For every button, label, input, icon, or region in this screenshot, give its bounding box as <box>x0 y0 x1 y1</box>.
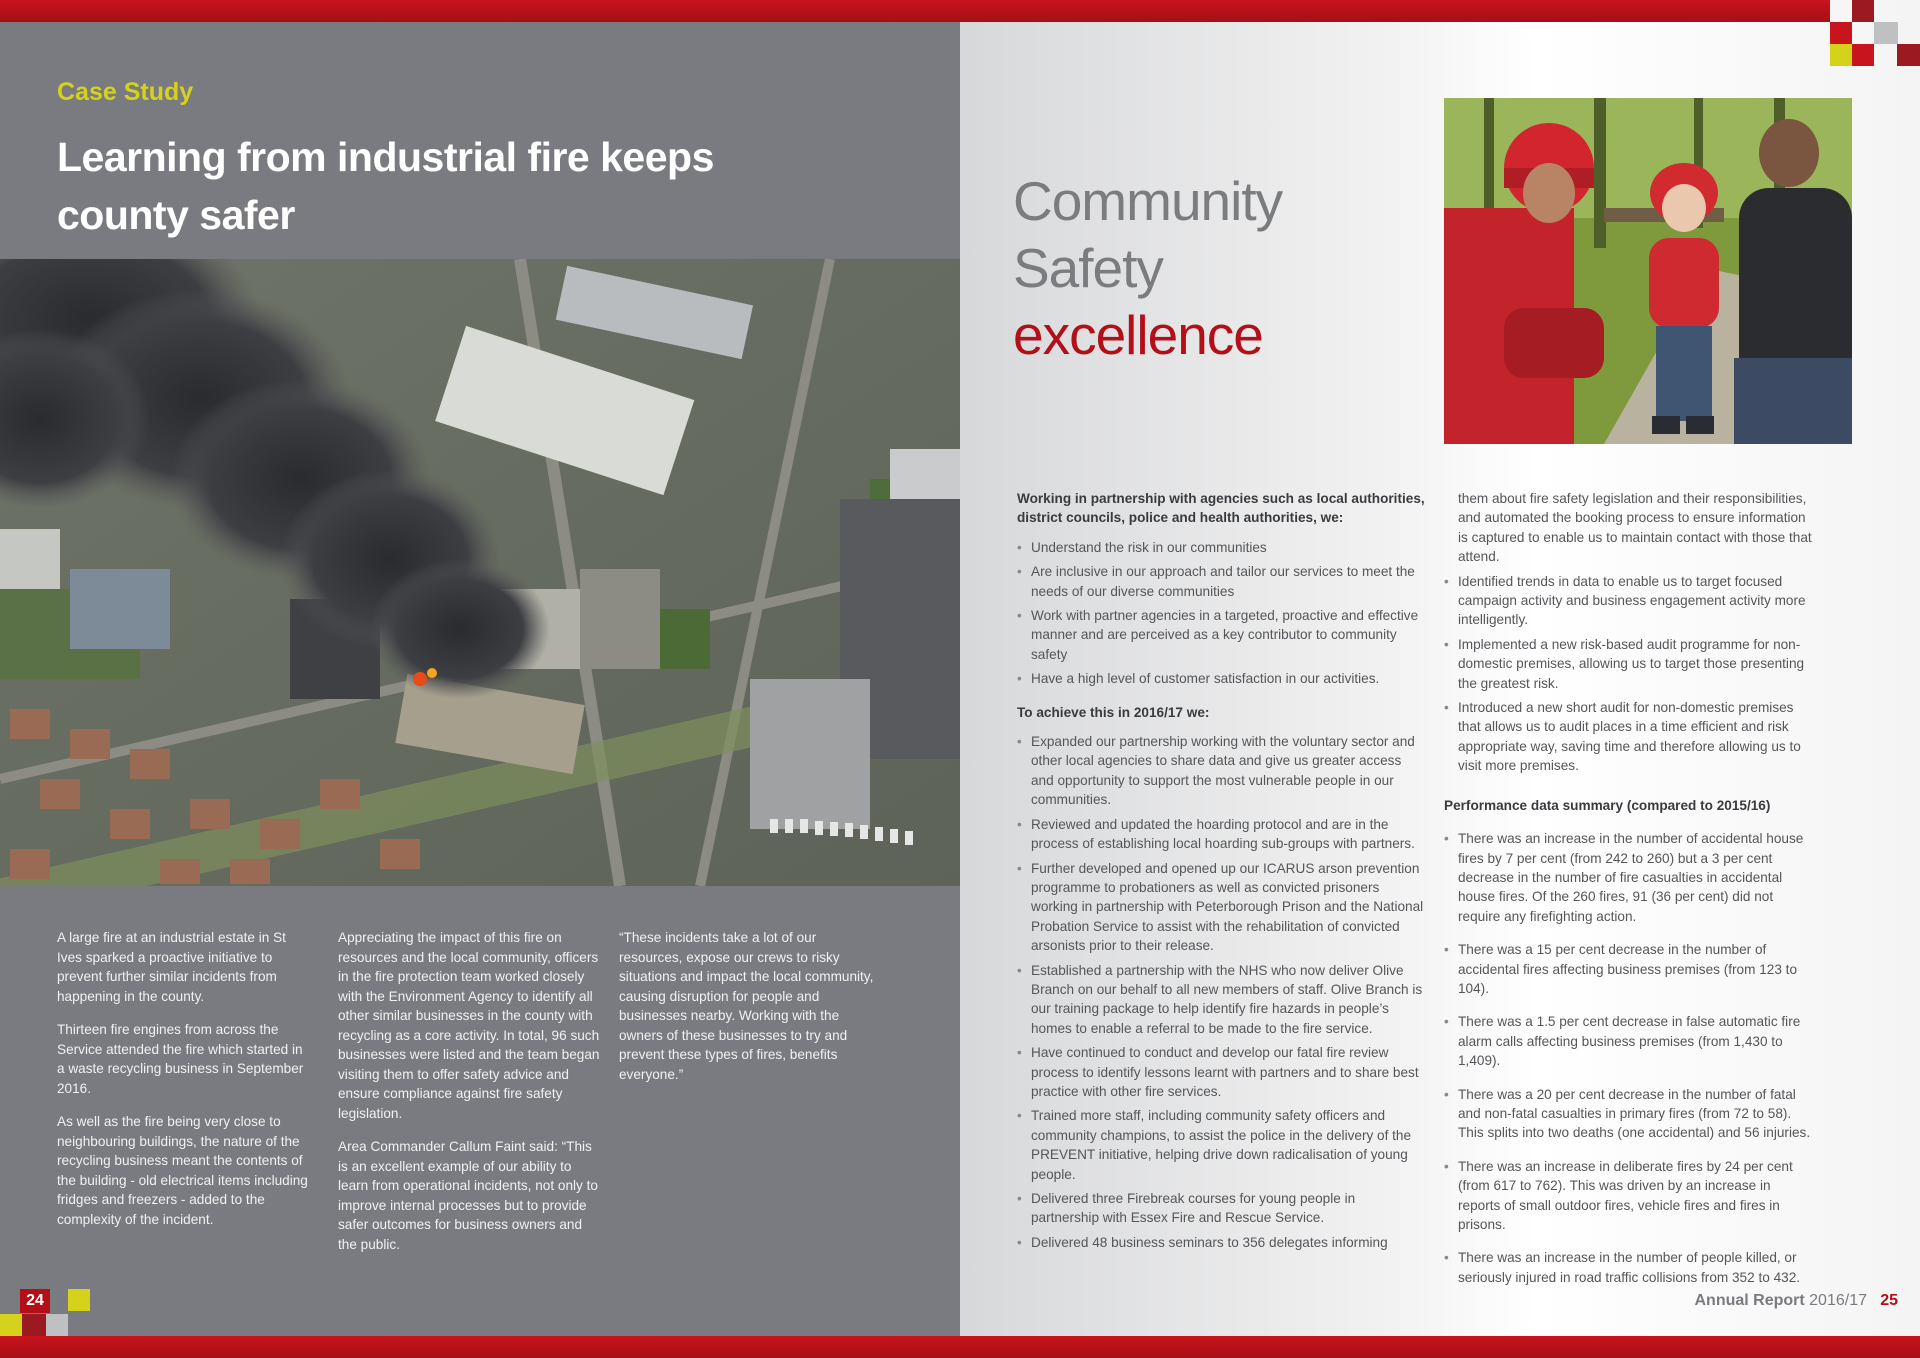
performance-heading: Performance data summary (compared to 2015/16) <box>1444 797 1771 813</box>
list-item: • Are inclusive in our approach and tailor our services to meet the needs of our diverse communities <box>1017 562 1425 601</box>
case-study-label: Case Study <box>57 78 194 106</box>
list-item: • Have a high level of customer satisfaction in our activities. <box>1017 669 1425 688</box>
list-item: • Identified trends in data to enable us to target focused campaign activity and business engagement activity more intelligently. <box>1444 572 1812 630</box>
list-item: • There was a 1.5 per cent decrease in false automatic fire alarm calls affecting business premises (from 1,430 to 1,409). <box>1444 1012 1812 1070</box>
list-item: • There was an increase in the number of accidental house fires by 7 per cent (from 242 to 260) but a 3 per cent decrease in the number of fire casualties in accidental house fires. Of the 260 fires, 91 (36 per cent) did not require any firefighting action. <box>1444 829 1812 926</box>
col1-paragraph-2: Thirteen fire engines from across the Service attended the fire which started in a waste recycling business in September 2016. <box>57 1022 304 1096</box>
decor-square <box>1830 44 1852 66</box>
decor-square <box>22 1314 46 1336</box>
industrial-fire-image <box>0 259 960 886</box>
list-item: • There was an increase in deliberate fires by 24 per cent (from 617 to 762). This was driven by an increase in reports of small outdoor fires, vehicle fires and fires in prisons. <box>1444 1157 1812 1235</box>
list-item: • There was a 15 per cent decrease in the number of accidental fires affecting business premises (from 123 to 104). <box>1444 940 1812 998</box>
bottom-bar-right <box>960 1336 1920 1358</box>
list-item: • Implemented a new risk-based audit programme for non-domestic premises, allowing us to target those presenting the greatest risk. <box>1444 635 1812 693</box>
industrial-fire-photo <box>0 259 960 886</box>
list-item: • Work with partner agencies in a targeted, proactive and effective manner and are perceived as a key contributor to community safety <box>1017 606 1425 664</box>
firefighter-family-image <box>1444 98 1852 444</box>
case-study-column-2 <box>338 928 600 1268</box>
list-item: • Reviewed and updated the hoarding protocol and are in the process of establishing local hoarding sub-groups with partners. <box>1017 815 1425 854</box>
community-column-1 <box>1017 489 1425 1266</box>
report-year: 2016/17 <box>1809 1292 1867 1309</box>
list-item: • Established a partnership with the NHS who now deliver Olive Branch on our behalf to all new members of staff. Olive Branch is our training package to help identify fire hazards in people’s homes to enable a referral to be made to the fire service. <box>1017 961 1425 1039</box>
continued-text: them about fire safety legislation and their responsibilities, and automated the booking process to ensure information is captured to enable us to maintain contact with those that attend. <box>1458 491 1812 565</box>
heading-line3: excellence <box>1013 304 1263 366</box>
heading-line1: Community <box>1013 170 1283 232</box>
page-number-right: 25 <box>1880 1292 1898 1309</box>
col1-paragraph-1: A large fire at an industrial estate in St Ives sparked a proactive initiative to prevent further similar incidents from happening in the county. <box>57 930 286 1004</box>
decor-square <box>68 1289 90 1311</box>
list-item: • Delivered 48 business seminars to 356 delegates informing <box>1017 1233 1425 1252</box>
bottom-bar-left <box>0 1336 960 1358</box>
list-item: • There was an increase in the number of people killed, or seriously injured in road traffic collisions from 352 to 432. <box>1444 1248 1812 1287</box>
heading-line2: Safety <box>1013 237 1163 299</box>
decor-square <box>1830 22 1852 44</box>
decor-square <box>1852 44 1874 66</box>
list-item: • Have continued to conduct and develop our fatal fire review process to identify lessons learnt with partners and to share best practice with other fire services. <box>1017 1043 1425 1101</box>
col2-paragraph-1: Appreciating the impact of this fire on resources and the local community, officers in the fire protection team worked closely with the Environment Agency to identify all other similar businesses in the county with recycling as a core activity. In total, 96 such businesses were listed and the team began visiting them to offer safety advice and ensure compliance against fire safety legislation. <box>338 930 600 1121</box>
performance-list <box>1444 829 1812 1287</box>
col2-paragraph-2: Area Commander Callum Faint said: “This is an excellent example of our ability to learn from operational incidents, not only to improve internal processes but to provide safer outcomes for business owners and the public. <box>338 1139 598 1252</box>
achieve-heading: To achieve this in 2016/17 we: <box>1017 704 1210 720</box>
list-item: • There was a 20 per cent decrease in the number of fatal and non-fatal casualties in primary fires (from 72 to 58). This splits into two deaths (one accidental) and 56 injuries. <box>1444 1085 1812 1143</box>
decor-square <box>0 1314 22 1336</box>
decor-square <box>46 1314 68 1336</box>
decor-square <box>1852 0 1874 22</box>
achieve-list <box>1017 732 1425 1252</box>
top-bar-right <box>960 0 1830 22</box>
firefighter-family-photo <box>1444 98 1852 444</box>
list-item: • Delivered three Firebreak courses for young people in partnership with Essex Fire and Rescue Service. <box>1017 1189 1425 1228</box>
report-label: Annual Report <box>1694 1292 1805 1309</box>
list-item: • Introduced a new short audit for non-domestic premises that allows us to audit places in a time efficient and risk appropriate way, saving time and therefore allowing us to visit more premises. <box>1444 698 1812 776</box>
intro-text: Working in partnership with agencies such as local authorities, district councils, police and health authorities, we: <box>1017 491 1425 526</box>
top-bar-left <box>0 0 960 22</box>
annual-report-label <box>1694 1292 1867 1310</box>
list-item: • Trained more staff, including community safety officers and community champions, to assist the police in the delivery of the PREVENT initiative, helping drive down radicalisation of young people. <box>1017 1106 1425 1184</box>
more-list <box>1444 572 1812 776</box>
col3-quote: “These incidents take a lot of our resources, expose our crews to risky situations and impact the local community, causing disruption for people and businesses nearby. Working with the owners of these businesses to try and prevent these types of fires, benefits everyone.” <box>619 930 874 1082</box>
case-study-title <box>57 128 737 244</box>
page-number-left: 24 <box>20 1289 50 1313</box>
case-study-title-line1: Learning from industrial fire keeps <box>57 134 714 180</box>
community-column-2 <box>1444 489 1812 1301</box>
right-page <box>960 0 1920 1358</box>
case-study-title-line2: county safer <box>57 192 295 238</box>
list-item: • Further developed and opened up our ICARUS arson prevention programme to probationers as well as convicted prisoners working in partnership with Peterborough Prison and the National Probation Service to assist with the rehabilitation of convicted arsonists prior to their release. <box>1017 859 1425 956</box>
list-item: • Expanded our partnership working with the voluntary sector and other local agencies to share data and give us greater access and opportunity to support the most vulnerable people in our communities. <box>1017 732 1425 810</box>
list-item: • Understand the risk in our communities <box>1017 538 1425 557</box>
case-study-column-3 <box>619 928 881 1098</box>
community-safety-heading <box>1013 168 1282 369</box>
decor-square <box>1874 22 1898 44</box>
intro-list <box>1017 538 1425 689</box>
col1-paragraph-3: As well as the fire being very close to neighbouring buildings, the nature of the recycling business meant the contents of the building - old electrical items including fridges and freezers - added to the complexity of the incident. <box>57 1114 308 1227</box>
decor-square <box>1897 44 1920 66</box>
case-study-column-1 <box>57 928 312 1243</box>
